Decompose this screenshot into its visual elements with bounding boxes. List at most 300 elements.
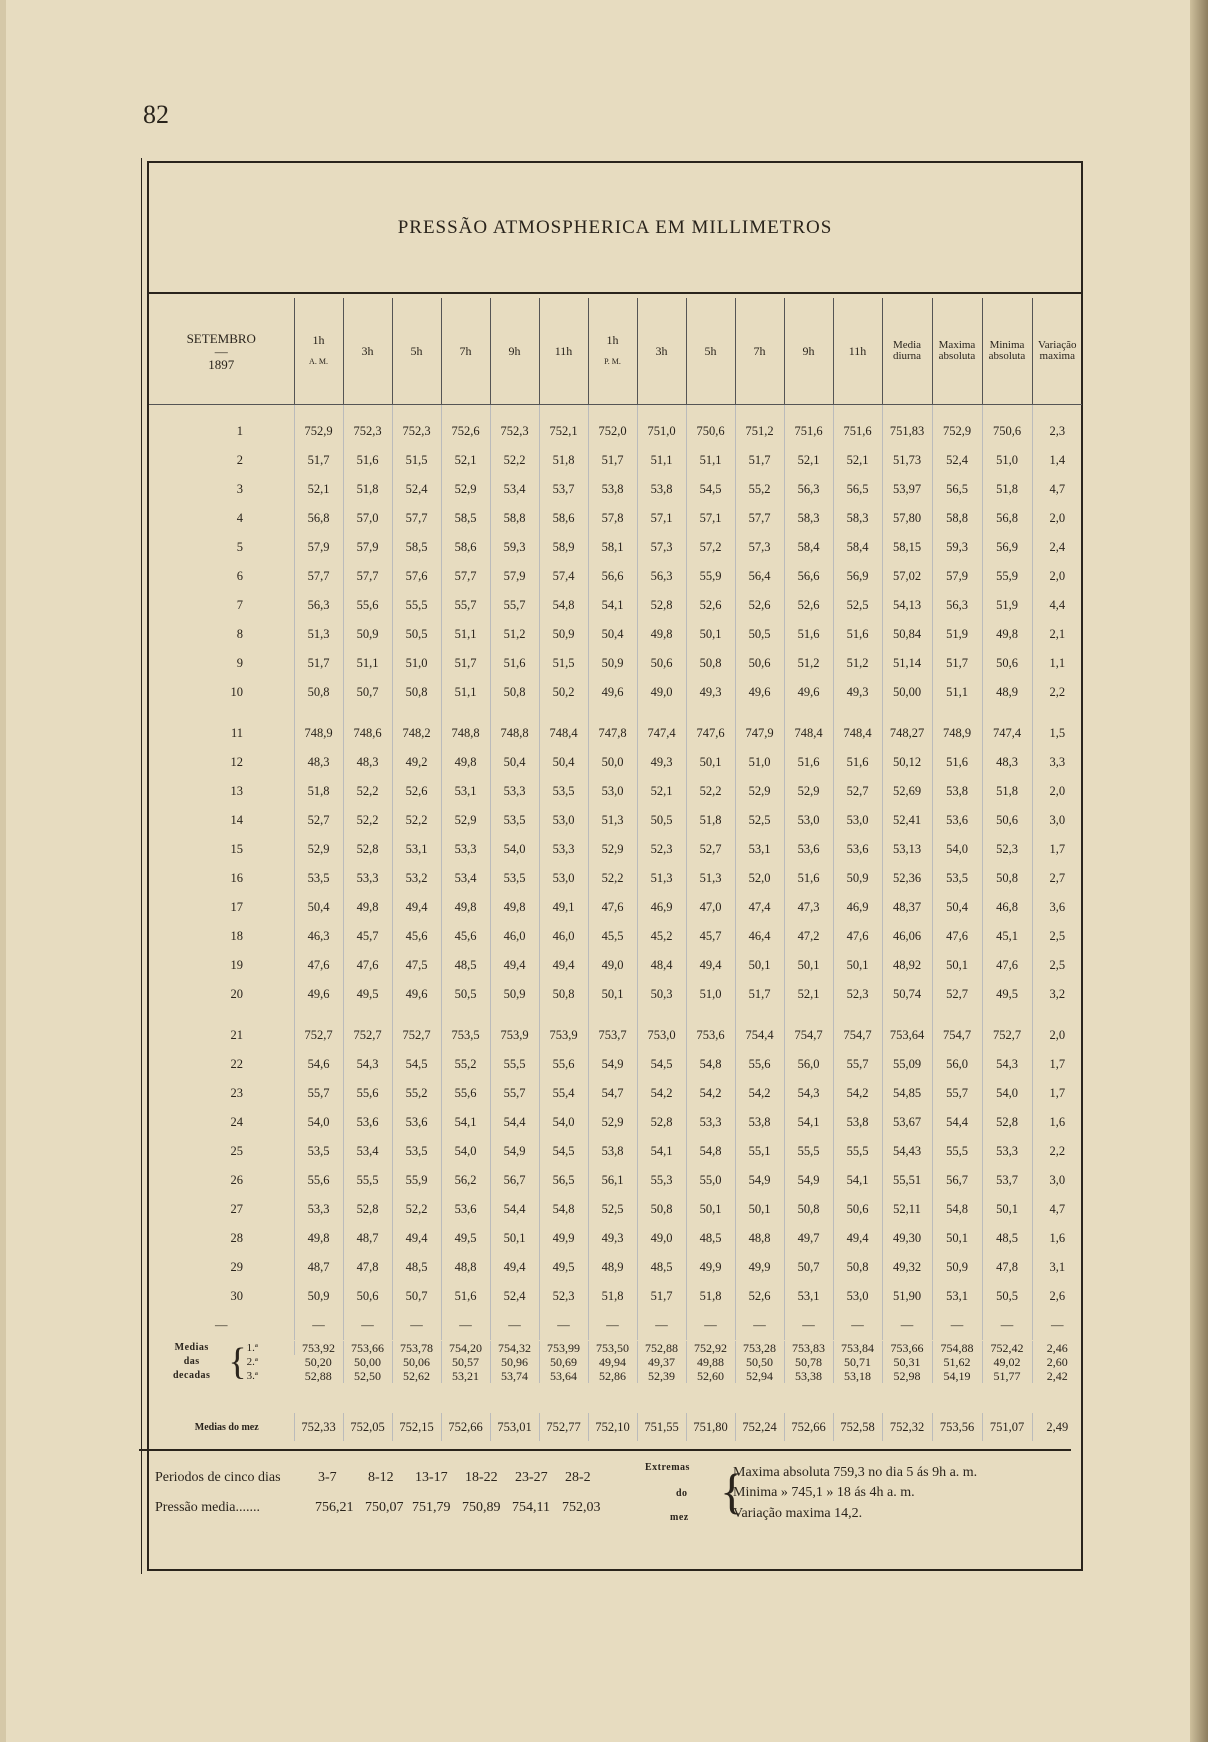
hour-header: [588, 298, 637, 405]
extremes-line-2: Minima » 745,1 » 18 ás 4h a. m.: [733, 1485, 915, 1500]
value-cell: 54,6: [294, 1050, 343, 1079]
value-cell: 47,6: [982, 951, 1032, 980]
day-number: 26: [230, 1173, 243, 1187]
value-cell: 55,09: [882, 1050, 932, 1079]
hour-header: [441, 298, 490, 405]
value-cell: 50,84: [882, 620, 932, 649]
value-cell: 752,7: [343, 1009, 392, 1050]
value-cell: 57,9: [490, 562, 539, 591]
value-cell: 53,8: [588, 1137, 637, 1166]
value-cell: 56,9: [982, 533, 1032, 562]
value-cell: 49,4: [539, 951, 588, 980]
value-cell: 53,1: [441, 777, 490, 806]
value-cell: 747,8: [588, 707, 637, 748]
hour-header: [784, 298, 833, 405]
decade-means-table: [149, 1341, 1082, 1383]
value-cell: 1,1: [1032, 649, 1082, 678]
table-row: [149, 591, 1082, 620]
value-cell: 57,2: [686, 533, 735, 562]
value-cell: 52,41: [882, 806, 932, 835]
value-cell: 2,0: [1032, 562, 1082, 591]
month-mean-cell: 751,07: [982, 1413, 1032, 1441]
value-cell: 51,8: [588, 1282, 637, 1311]
value-cell: 754,7: [784, 1009, 833, 1050]
period-range: 13-17: [415, 1470, 448, 1485]
value-cell: 51,1: [343, 649, 392, 678]
day-cell: [149, 405, 294, 447]
value-cell: 748,4: [833, 707, 882, 748]
value-cell: 52,2: [490, 446, 539, 475]
value-cell: 54,1: [833, 1166, 882, 1195]
period-pressure: 756,21: [315, 1500, 354, 1515]
day-cell: [149, 1137, 294, 1166]
value-cell: 753,64: [882, 1009, 932, 1050]
value-cell: 750,6: [686, 405, 735, 447]
decade-mean-cell: 50,57: [441, 1355, 490, 1369]
value-cell: 2,7: [1032, 864, 1082, 893]
value-cell: 57,0: [343, 504, 392, 533]
day-number: 9: [236, 656, 243, 670]
maxima-absoluta-header: Maxima absoluta: [932, 298, 982, 405]
value-cell: 49,32: [882, 1253, 932, 1282]
pressure-media-label: Pressão media.......: [155, 1500, 260, 1515]
value-cell: 56,3: [637, 562, 686, 591]
value-cell: 51,3: [294, 620, 343, 649]
value-cell: 51,7: [294, 649, 343, 678]
day-number: 20: [230, 987, 243, 1001]
value-cell: 51,7: [735, 446, 784, 475]
day-cell: [149, 922, 294, 951]
day-number: 10: [230, 685, 243, 699]
dash-cell: —: [294, 1311, 343, 1340]
extremes-line-1: Maxima absoluta 759,3 no dia 5 ás 9h a. m.: [733, 1465, 978, 1480]
value-cell: 54,9: [490, 1137, 539, 1166]
value-cell: 53,6: [932, 806, 982, 835]
hour-header: [294, 298, 343, 405]
extremes-label-2: do: [676, 1488, 688, 1499]
value-cell: 52,6: [392, 777, 441, 806]
am-label: A. M.: [309, 357, 328, 366]
value-cell: 53,3: [490, 777, 539, 806]
value-cell: 49,4: [392, 893, 441, 922]
value-cell: 55,4: [539, 1079, 588, 1108]
decade-label-line: Medias: [174, 1342, 209, 1353]
value-cell: 754,7: [833, 1009, 882, 1050]
month-year-header: [149, 298, 294, 405]
value-cell: 4,7: [1032, 475, 1082, 504]
decade-label: [149, 1341, 294, 1383]
value-cell: 55,51: [882, 1166, 932, 1195]
value-cell: 45,5: [588, 922, 637, 951]
decade-mean-cell: 53,74: [490, 1369, 539, 1383]
day-cell: [149, 707, 294, 748]
value-cell: 2,0: [1032, 1009, 1082, 1050]
page-number: 82: [143, 100, 169, 129]
value-cell: 54,5: [686, 475, 735, 504]
value-cell: 52,2: [392, 1195, 441, 1224]
value-cell: 53,5: [392, 1137, 441, 1166]
value-cell: 51,6: [784, 864, 833, 893]
value-cell: 54,2: [686, 1079, 735, 1108]
dash-cell: —: [441, 1311, 490, 1340]
decade-mean-cell: 53,38: [784, 1369, 833, 1383]
day-number: 1: [236, 424, 243, 438]
value-cell: 48,7: [343, 1224, 392, 1253]
value-cell: 47,6: [833, 922, 882, 951]
value-cell: 56,6: [588, 562, 637, 591]
value-cell: 51,6: [343, 446, 392, 475]
variacao-maxima-header: Variação maxima: [1032, 298, 1082, 405]
value-cell: 50,8: [539, 980, 588, 1009]
hour-label: 5h: [704, 343, 717, 358]
hour-label: 9h: [802, 343, 815, 358]
month-mean-cell: 2,49: [1032, 1413, 1082, 1441]
value-cell: 52,3: [982, 835, 1032, 864]
value-cell: 52,5: [735, 806, 784, 835]
day-cell: [149, 620, 294, 649]
value-cell: 50,1: [735, 951, 784, 980]
value-cell: 50,7: [784, 1253, 833, 1282]
value-cell: 752,3: [392, 405, 441, 447]
value-cell: 52,1: [833, 446, 882, 475]
value-cell: 748,4: [539, 707, 588, 748]
value-cell: 53,7: [982, 1166, 1032, 1195]
month-mean-cell: 753,01: [490, 1413, 539, 1441]
day-number: 30: [230, 1289, 243, 1303]
value-cell: 2,6: [1032, 1282, 1082, 1311]
hour-label: 1h: [312, 333, 325, 347]
decade-mean-cell: 2,42: [1032, 1369, 1082, 1383]
month-mean-cell: 752,33: [294, 1413, 343, 1441]
value-cell: 53,6: [392, 1108, 441, 1137]
value-cell: 54,0: [932, 835, 982, 864]
value-cell: 57,4: [539, 562, 588, 591]
value-cell: 54,4: [490, 1195, 539, 1224]
value-cell: 47,6: [932, 922, 982, 951]
value-cell: 54,1: [441, 1108, 490, 1137]
value-cell: 49,6: [392, 980, 441, 1009]
value-cell: 54,0: [441, 1137, 490, 1166]
value-cell: 51,7: [932, 649, 982, 678]
day-number: 12: [230, 755, 243, 769]
value-cell: 51,3: [637, 864, 686, 893]
value-cell: 49,3: [637, 748, 686, 777]
value-cell: 55,5: [392, 591, 441, 620]
table-row: [149, 1166, 1082, 1195]
period-range: 18-22: [465, 1470, 498, 1485]
month-means-label: Medias do mez: [194, 1421, 259, 1433]
month-mean-cell: 753,56: [932, 1413, 982, 1441]
value-cell: 50,8: [686, 649, 735, 678]
value-cell: 50,8: [637, 1195, 686, 1224]
value-cell: 48,3: [294, 748, 343, 777]
value-cell: 750,6: [982, 405, 1032, 447]
day-cell: [149, 951, 294, 980]
value-cell: 58,3: [784, 504, 833, 533]
month-mean-cell: 752,77: [539, 1413, 588, 1441]
decade-mean-cell: 52,39: [637, 1369, 686, 1383]
month-mean-cell: 751,55: [637, 1413, 686, 1441]
dash-cell: —: [343, 1311, 392, 1340]
table-row: [149, 806, 1082, 835]
page-title: PRESSÃO ATMOSPHERICA EM MILLIMETROS: [397, 217, 833, 238]
value-cell: 52,8: [637, 1108, 686, 1137]
value-cell: 52,6: [735, 1282, 784, 1311]
value-cell: 50,9: [539, 620, 588, 649]
month-mean-cell: 752,15: [392, 1413, 441, 1441]
dash-cell: —: [539, 1311, 588, 1340]
value-cell: 54,13: [882, 591, 932, 620]
value-cell: 49,1: [539, 893, 588, 922]
value-cell: 748,9: [294, 707, 343, 748]
day-cell: [149, 1195, 294, 1224]
value-cell: 2,5: [1032, 922, 1082, 951]
value-cell: 48,9: [588, 1253, 637, 1282]
decade-mean-cell: 753,66: [882, 1341, 932, 1355]
hour-header: [686, 298, 735, 405]
day-number: 28: [230, 1231, 243, 1245]
value-cell: 2,4: [1032, 533, 1082, 562]
table-row: [149, 1079, 1082, 1108]
value-cell: 50,00: [882, 678, 932, 707]
value-cell: 51,0: [735, 748, 784, 777]
value-cell: 53,8: [932, 777, 982, 806]
value-cell: 57,7: [294, 562, 343, 591]
value-cell: 56,6: [784, 562, 833, 591]
decade-mean-cell: 754,32: [490, 1341, 539, 1355]
value-cell: 50,9: [343, 620, 392, 649]
value-cell: 45,7: [343, 922, 392, 951]
value-cell: 54,0: [294, 1108, 343, 1137]
month-mean-cell: 752,66: [784, 1413, 833, 1441]
value-cell: 752,6: [441, 405, 490, 447]
value-cell: 748,6: [343, 707, 392, 748]
value-cell: 747,4: [637, 707, 686, 748]
value-cell: 1,5: [1032, 707, 1082, 748]
extremes-brace: {: [720, 1463, 744, 1519]
value-cell: 52,9: [784, 777, 833, 806]
value-cell: 48,37: [882, 893, 932, 922]
value-cell: 52,9: [588, 835, 637, 864]
month-mean-cell: 751,80: [686, 1413, 735, 1441]
table-row: [149, 446, 1082, 475]
value-cell: 751,6: [833, 405, 882, 447]
value-cell: 56,9: [833, 562, 882, 591]
value-cell: 54,4: [490, 1108, 539, 1137]
value-cell: 57,8: [588, 504, 637, 533]
value-cell: 748,8: [490, 707, 539, 748]
month-mean-cell: 752,66: [441, 1413, 490, 1441]
decade-mean-cell: 51,77: [982, 1369, 1032, 1383]
value-cell: 51,6: [784, 748, 833, 777]
value-cell: 50,5: [441, 980, 490, 1009]
value-cell: 53,4: [441, 864, 490, 893]
value-cell: 57,9: [294, 533, 343, 562]
value-cell: 52,0: [735, 864, 784, 893]
decade-mean-cell: 50,71: [833, 1355, 882, 1369]
value-cell: 52,6: [735, 591, 784, 620]
value-cell: 52,9: [588, 1108, 637, 1137]
value-cell: 48,5: [982, 1224, 1032, 1253]
value-cell: 52,9: [441, 475, 490, 504]
period-pressure: 752,03: [562, 1500, 601, 1515]
value-cell: 50,4: [932, 893, 982, 922]
value-cell: 53,1: [392, 835, 441, 864]
value-cell: 59,3: [490, 533, 539, 562]
value-cell: 54,3: [982, 1050, 1032, 1079]
value-cell: 45,6: [392, 922, 441, 951]
value-cell: 55,6: [294, 1166, 343, 1195]
hour-header: [392, 298, 441, 405]
table-row: [149, 1253, 1082, 1282]
value-cell: 50,5: [735, 620, 784, 649]
decade-mean-cell: 754,88: [932, 1341, 982, 1355]
value-cell: 47,6: [343, 951, 392, 980]
value-cell: 752,3: [490, 405, 539, 447]
value-cell: 54,8: [539, 591, 588, 620]
value-cell: 51,6: [490, 649, 539, 678]
value-cell: 53,4: [343, 1137, 392, 1166]
value-cell: 47,5: [392, 951, 441, 980]
day-cell: [149, 504, 294, 533]
value-cell: 748,8: [441, 707, 490, 748]
value-cell: 53,8: [833, 1108, 882, 1137]
value-cell: 49,4: [833, 1224, 882, 1253]
value-cell: 53,7: [539, 475, 588, 504]
value-cell: 52,9: [735, 777, 784, 806]
decade-mean-cell: 2,60: [1032, 1355, 1082, 1369]
value-cell: 57,7: [392, 504, 441, 533]
decade-mean-cell: 753,84: [833, 1341, 882, 1355]
hour-label: 3h: [361, 343, 374, 358]
value-cell: 50,9: [294, 1282, 343, 1311]
decade-mean-cell: 753,50: [588, 1341, 637, 1355]
value-cell: 56,3: [294, 591, 343, 620]
value-cell: 52,7: [932, 980, 982, 1009]
value-cell: 50,6: [637, 649, 686, 678]
value-cell: 1,6: [1032, 1108, 1082, 1137]
value-cell: 747,6: [686, 707, 735, 748]
month-mean-cell: 752,05: [343, 1413, 392, 1441]
table-row: [149, 649, 1082, 678]
value-cell: 52,36: [882, 864, 932, 893]
decade-mean-cell: 53,18: [833, 1369, 882, 1383]
value-cell: 52,2: [343, 806, 392, 835]
value-cell: 753,6: [686, 1009, 735, 1050]
value-cell: 50,8: [833, 1253, 882, 1282]
value-cell: 56,7: [932, 1166, 982, 1195]
value-cell: 55,9: [686, 562, 735, 591]
value-cell: 49,8: [982, 620, 1032, 649]
value-cell: 54,1: [637, 1137, 686, 1166]
decade-mean-cell: 53,64: [539, 1369, 588, 1383]
value-cell: 51,1: [932, 678, 982, 707]
value-cell: 57,9: [932, 562, 982, 591]
value-cell: 56,1: [588, 1166, 637, 1195]
value-cell: 50,1: [784, 951, 833, 980]
value-cell: 754,4: [735, 1009, 784, 1050]
dash-cell: —: [784, 1311, 833, 1340]
table-row: [149, 1050, 1082, 1079]
period-range: 23-27: [515, 1470, 548, 1485]
value-cell: 55,7: [441, 591, 490, 620]
value-cell: 58,6: [539, 504, 588, 533]
value-cell: 3,3: [1032, 748, 1082, 777]
hour-label: 11h: [848, 343, 867, 358]
period-pressure: 751,79: [412, 1500, 451, 1515]
decade-ordinal: 3.ª: [246, 1370, 258, 1382]
value-cell: 50,8: [784, 1195, 833, 1224]
value-cell: 48,3: [982, 748, 1032, 777]
value-cell: 1,6: [1032, 1224, 1082, 1253]
table-row: [149, 1195, 1082, 1224]
value-cell: 58,4: [833, 533, 882, 562]
value-cell: 50,8: [294, 678, 343, 707]
value-cell: 3,1: [1032, 1253, 1082, 1282]
value-cell: 50,6: [833, 1195, 882, 1224]
value-cell: 51,0: [392, 649, 441, 678]
hour-header: [490, 298, 539, 405]
table-row: [149, 777, 1082, 806]
decade-label-line: decadas: [173, 1370, 211, 1381]
value-cell: 51,7: [735, 980, 784, 1009]
table-row: [149, 562, 1082, 591]
dash-cell: —: [1032, 1311, 1082, 1340]
day-number: 19: [230, 958, 243, 972]
dash-cell: —: [932, 1311, 982, 1340]
table-row: [149, 864, 1082, 893]
dash-cell: —: [215, 1318, 228, 1332]
value-cell: 50,6: [982, 649, 1032, 678]
value-cell: 48,9: [982, 678, 1032, 707]
value-cell: 751,83: [882, 405, 932, 447]
value-cell: 54,9: [735, 1166, 784, 1195]
dash-cell: —: [882, 1311, 932, 1340]
hour-header: [833, 298, 882, 405]
value-cell: 52,3: [637, 835, 686, 864]
pressure-table: [149, 298, 1082, 1340]
brace: {: [228, 1341, 247, 1383]
value-cell: 49,6: [735, 678, 784, 707]
day-number: 8: [236, 627, 243, 641]
value-cell: 52,5: [588, 1195, 637, 1224]
day-number: 11: [230, 726, 243, 740]
decade-mean-cell: 753,83: [784, 1341, 833, 1355]
value-cell: 53,0: [539, 806, 588, 835]
value-cell: 52,2: [588, 864, 637, 893]
value-cell: 45,2: [637, 922, 686, 951]
hour-label: 3h: [655, 343, 668, 358]
value-cell: 53,8: [637, 475, 686, 504]
decade-mean-cell: 52,50: [343, 1369, 392, 1383]
value-cell: 50,9: [588, 649, 637, 678]
value-cell: 51,6: [441, 1282, 490, 1311]
value-cell: 54,2: [833, 1079, 882, 1108]
value-cell: 50,5: [392, 620, 441, 649]
value-cell: 55,2: [735, 475, 784, 504]
value-cell: 51,6: [833, 748, 882, 777]
value-cell: 55,9: [982, 562, 1032, 591]
value-cell: 54,3: [343, 1050, 392, 1079]
value-cell: 49,8: [637, 620, 686, 649]
day-cell: [149, 1224, 294, 1253]
value-cell: 49,8: [441, 748, 490, 777]
value-cell: 50,9: [833, 864, 882, 893]
value-cell: 52,3: [539, 1282, 588, 1311]
value-cell: 50,6: [982, 806, 1032, 835]
decade-mean-cell: 2,46: [1032, 1341, 1082, 1355]
value-cell: 55,2: [392, 1079, 441, 1108]
